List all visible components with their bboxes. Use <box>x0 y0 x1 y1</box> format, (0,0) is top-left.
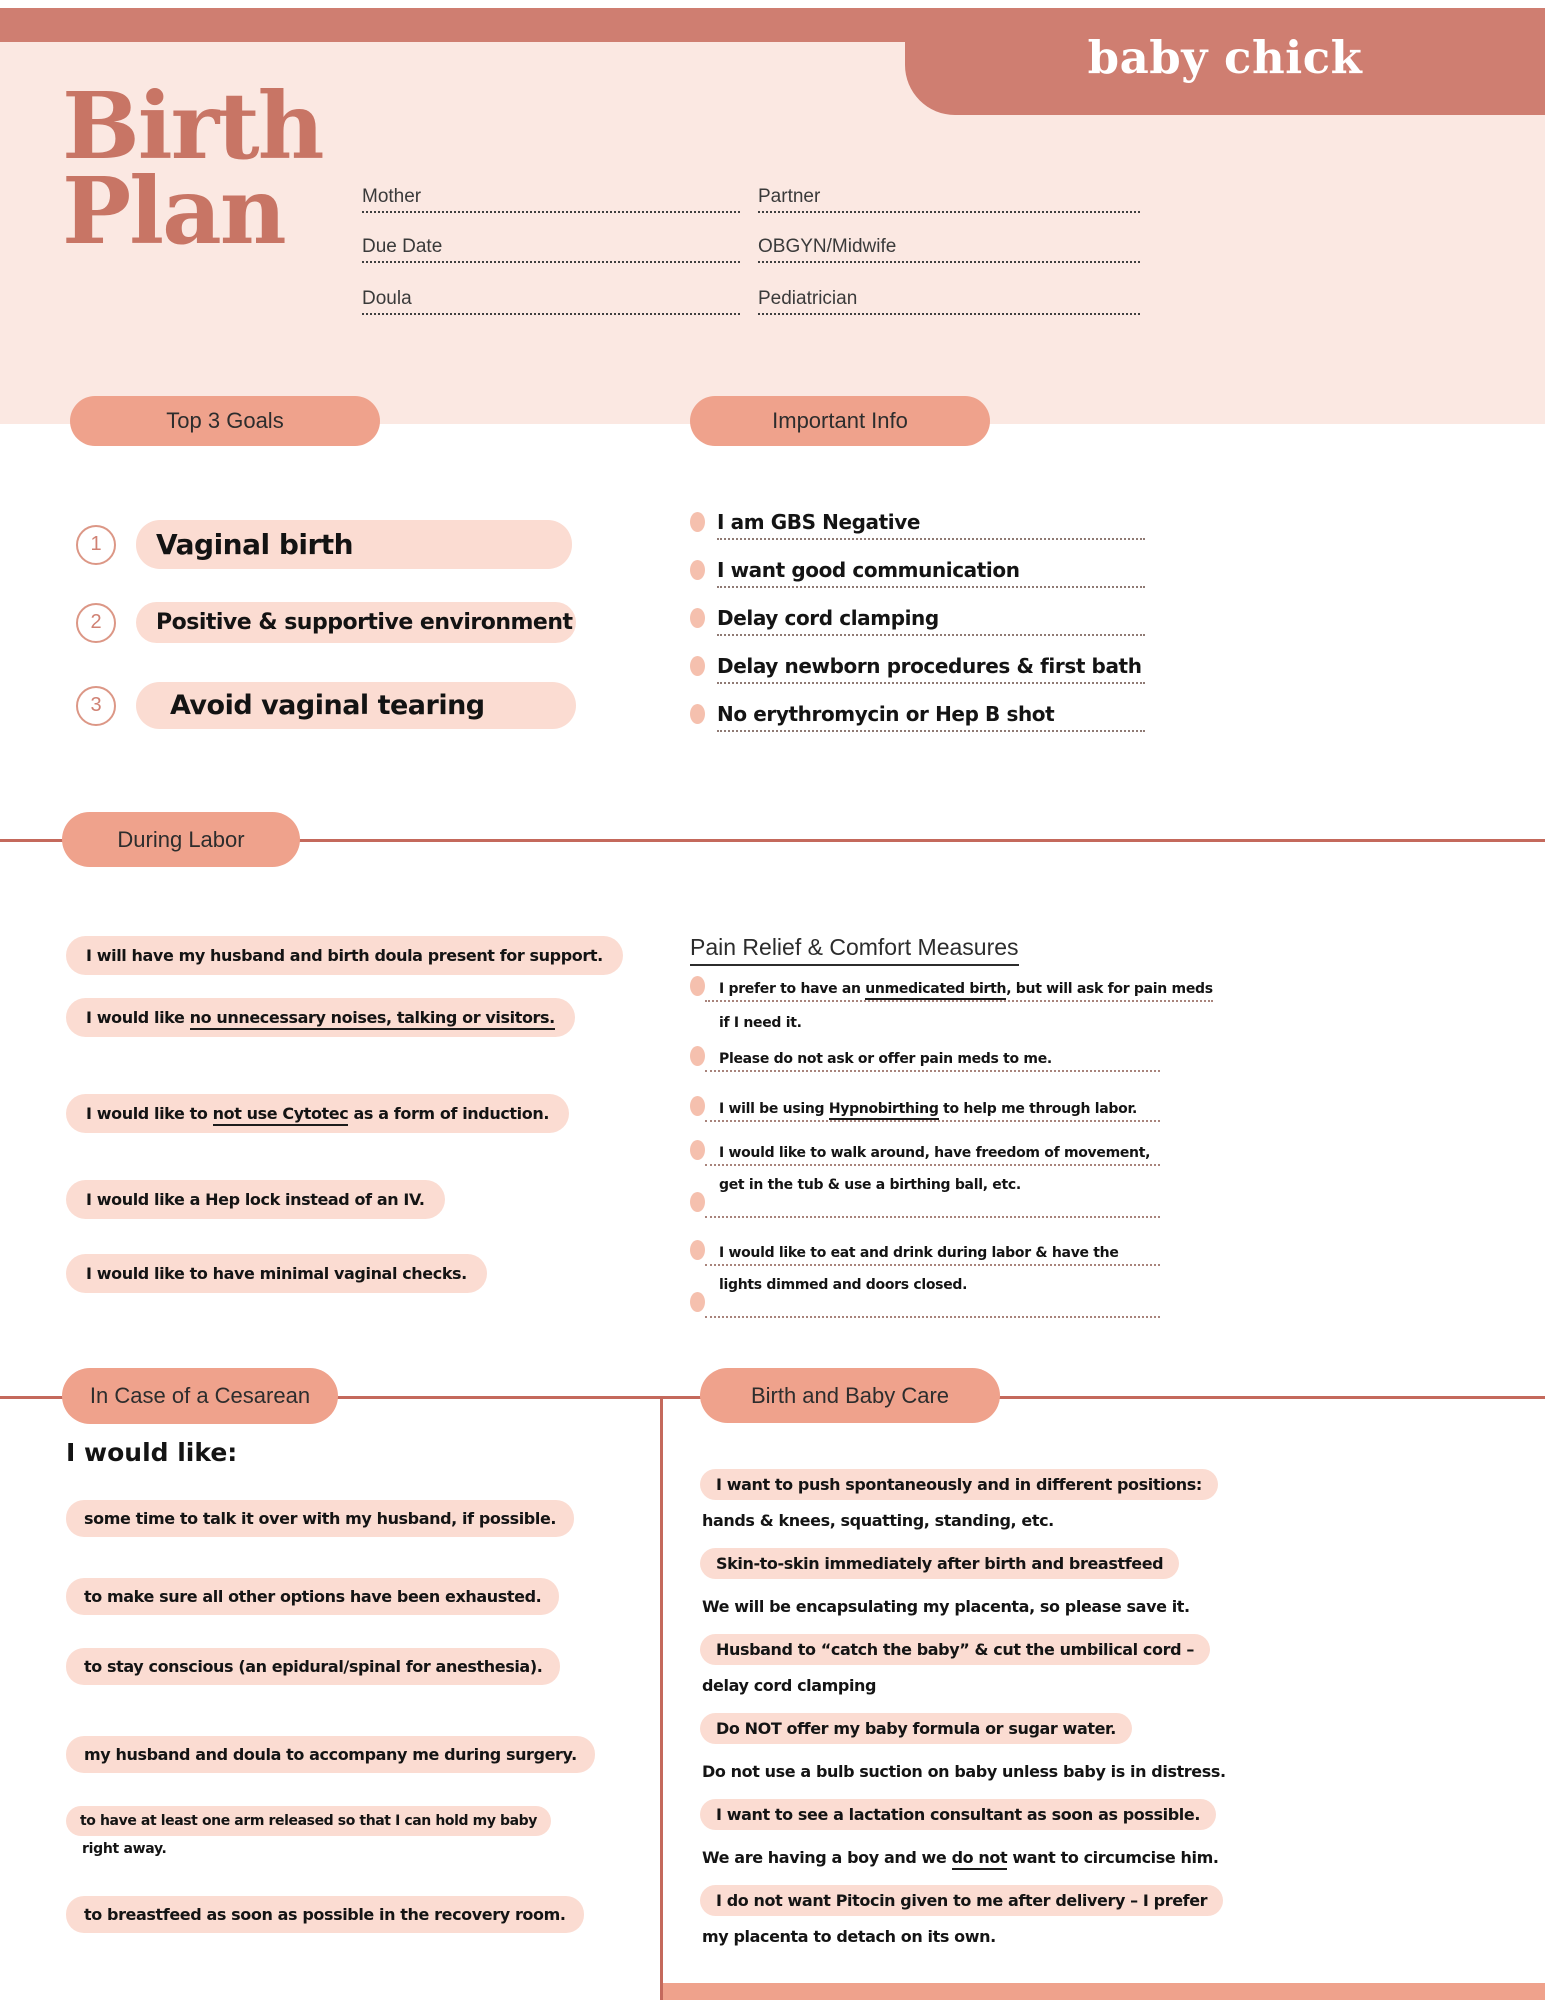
cesarean-intro: I would like: <box>66 1438 238 1467</box>
page-title-line1: Birth <box>62 72 323 180</box>
section-pill-cesarean <box>62 1368 338 1424</box>
baby-care-text: I want to push spontaneously and in different positions: <box>700 1469 1218 1500</box>
section-pill-important-info <box>690 396 990 446</box>
pain-relief-row <box>690 1130 1160 1166</box>
labor-preference-item: I would like a Hep lock instead of an IV. <box>66 1180 445 1219</box>
section-title: During Labor <box>117 826 245 852</box>
section-title: Top 3 Goals <box>166 408 284 433</box>
pain-relief-row <box>690 1228 1160 1266</box>
important-info-item <box>690 492 1145 540</box>
important-info-text: Delay cord clamping <box>717 606 1145 636</box>
important-info-list <box>690 492 1145 732</box>
cesarean-item-text: to make sure all other options have been exhausted. <box>66 1578 559 1615</box>
baby-care-text: We will be encapsulating my placenta, so please save it. <box>702 1596 1190 1616</box>
pain-relief-text <box>705 1213 1160 1218</box>
baby-care-text: I do not want Pitocin given to me after delivery – I prefer <box>700 1885 1223 1916</box>
pain-relief-row <box>690 1296 1160 1318</box>
pain-relief-row <box>690 1196 1160 1218</box>
pain-relief-text: Please do not ask or offer pain meds to me. <box>705 1051 1160 1072</box>
bullet-icon <box>690 704 705 724</box>
cesarean-item-text: some time to talk it over with my husband, if possible. <box>66 1500 574 1537</box>
baby-care-text: delay cord clamping <box>702 1675 877 1695</box>
pain-relief-text <box>705 1313 1160 1318</box>
pain-relief-text: get in the tub & use a birthing ball, etc. <box>719 1177 1021 1193</box>
goal-highlight <box>136 682 576 729</box>
bottom-accent-bar <box>660 1983 1545 2000</box>
baby-care-text: Do NOT offer my baby formula or sugar water. <box>700 1713 1132 1744</box>
baby-care-line <box>700 1631 1194 1667</box>
form-field-label: Doula <box>362 288 412 309</box>
bullet-icon <box>690 608 705 628</box>
bullet-icon <box>690 1192 705 1212</box>
labor-preference-item: I would like no unnecessary noises, talking or visitors. <box>66 998 575 1037</box>
goal-text: Vaginal birth <box>156 528 354 561</box>
form-field-partner <box>758 176 1140 213</box>
pain-relief-row <box>690 1166 1160 1196</box>
bullet-icon <box>690 1140 705 1160</box>
baby-care-line <box>700 1466 1202 1502</box>
pain-relief-text: lights dimmed and doors closed. <box>719 1277 968 1293</box>
section-pill-birth-and-baby-care <box>700 1368 1000 1423</box>
cesarean-item-text: to have at least one arm released so that I can hold my baby <box>66 1806 551 1836</box>
bullet-icon <box>690 1240 705 1260</box>
baby-care-line <box>700 1667 1170 1703</box>
pain-relief-row <box>690 1082 1160 1122</box>
baby-care-line <box>700 1588 1190 1624</box>
pain-relief-text: I would like to walk around, have freedom of movement, <box>705 1145 1160 1166</box>
baby-care-list <box>700 1466 1226 1954</box>
important-info-text: Delay newborn procedures & first bath <box>717 654 1145 684</box>
bullet-icon <box>690 1046 705 1066</box>
form-field-obgyn-midwife <box>758 226 1140 263</box>
section-pill-during-labor <box>62 812 300 867</box>
cesarean-item <box>66 1648 560 1685</box>
baby-care-line <box>700 1545 1170 1581</box>
goal-number: 1 <box>76 525 116 565</box>
baby-care-line <box>700 1882 1208 1918</box>
brand-tab <box>905 8 1545 115</box>
section-pill-top-3-goals <box>70 396 380 446</box>
form-field-pediatrician <box>758 278 1140 315</box>
bullet-icon <box>690 656 705 676</box>
goal-text: Positive & supportive environment <box>156 610 573 635</box>
cesarean-item-text-line2: right away. <box>82 1841 167 1857</box>
page-title-line2: Plan <box>62 156 285 265</box>
form-field-label: Due Date <box>362 236 443 257</box>
pain-relief-text: if I need it. <box>719 1015 802 1031</box>
goal-number: 2 <box>76 603 116 643</box>
important-info-text: I want good communication <box>717 558 1145 588</box>
bullet-icon <box>690 976 705 996</box>
cesarean-item <box>66 1896 584 1933</box>
form-field-label: OBGYN/Midwife <box>758 236 897 257</box>
baby-care-text: I want to see a lactation consultant as soon as possible. <box>700 1799 1216 1830</box>
important-info-item <box>690 684 1145 732</box>
important-info-item <box>690 636 1145 684</box>
cesarean-item-text: to breastfeed as soon as possible in the recovery room. <box>66 1896 584 1933</box>
pain-relief-row <box>690 1266 1160 1296</box>
pain-relief-row <box>690 966 1213 1002</box>
section-title: In Case of a Cesarean <box>89 1383 311 1408</box>
labor-preference-item: I would like to have minimal vaginal checks. <box>66 1254 487 1293</box>
baby-care-line <box>700 1918 1170 1954</box>
baby-care-text: Do not use a bulb suction on baby unless baby is in distress. <box>702 1761 1226 1781</box>
bullet-icon <box>690 560 705 580</box>
form-field-doula <box>362 278 740 315</box>
cesarean-item <box>66 1500 574 1537</box>
pain-relief-text: I would like to eat and drink during labor & have the <box>705 1245 1160 1266</box>
pain-relief-text: I prefer to have an unmedicated birth, but will ask for pain meds <box>705 981 1213 1002</box>
goal-item <box>76 602 576 643</box>
baby-care-line <box>700 1710 1170 1746</box>
column-divider-line <box>660 1396 663 2000</box>
labor-preference-item: I will have my husband and birth doula present for support. <box>66 936 623 975</box>
cesarean-item-text: my husband and doula to accompany me during surgery. <box>66 1736 595 1773</box>
bullet-icon <box>690 1292 705 1312</box>
important-info-text: No erythromycin or Hep B shot <box>717 702 1145 732</box>
important-info-text: I am GBS Negative <box>717 510 1145 540</box>
baby-care-text: We are having a boy and we do not want to circumcise him. <box>700 1842 1221 1873</box>
important-info-item <box>690 540 1145 588</box>
form-field-label: Partner <box>758 186 821 207</box>
pain-relief-row <box>690 1002 1160 1034</box>
pain-relief-text: I will be using Hypnobirthing to help me through labor. <box>705 1101 1160 1122</box>
baby-care-line <box>700 1796 1200 1832</box>
bullet-icon <box>690 512 705 532</box>
baby-care-text: Husband to “catch the baby” & cut the umbilical cord – <box>700 1634 1210 1665</box>
page-title <box>62 72 323 265</box>
cesarean-item <box>66 1736 595 1773</box>
baby-care-text: Skin-to-skin immediately after birth and breastfeed <box>700 1548 1179 1579</box>
form-field-due-date <box>362 226 740 263</box>
goal-number: 3 <box>76 686 116 726</box>
section-title: Birth and Baby Care <box>750 1382 950 1408</box>
form-field-label: Mother <box>362 186 422 207</box>
cesarean-item <box>66 1578 559 1615</box>
baby-care-text: my placenta to detach on its own. <box>702 1926 996 1946</box>
baby-care-line <box>700 1753 1226 1789</box>
goal-highlight <box>136 520 572 569</box>
pain-relief-row <box>690 1034 1160 1072</box>
goal-item <box>76 682 576 729</box>
goal-item <box>76 520 572 569</box>
cesarean-item <box>66 1806 551 1857</box>
goal-highlight <box>136 602 576 643</box>
goal-text: Avoid vaginal tearing <box>170 690 485 721</box>
pain-relief-heading: Pain Relief & Comfort Measures <box>690 934 1019 966</box>
baby-care-text: hands & knees, squatting, standing, etc. <box>702 1510 1054 1530</box>
important-info-item <box>690 588 1145 636</box>
labor-preference-item: I would like to not use Cytotec as a form of induction. <box>66 1094 569 1133</box>
brand-logo: baby chick <box>1087 31 1363 84</box>
baby-care-line <box>700 1502 1170 1538</box>
baby-care-line <box>700 1839 1219 1875</box>
pain-relief-list <box>690 966 1213 1318</box>
section-title: Important Info <box>772 408 908 433</box>
bullet-icon <box>690 1096 705 1116</box>
cesarean-item-text: to stay conscious (an epidural/spinal for anesthesia). <box>66 1648 560 1685</box>
form-field-label: Pediatrician <box>758 288 858 309</box>
form-field-mother <box>362 176 740 213</box>
